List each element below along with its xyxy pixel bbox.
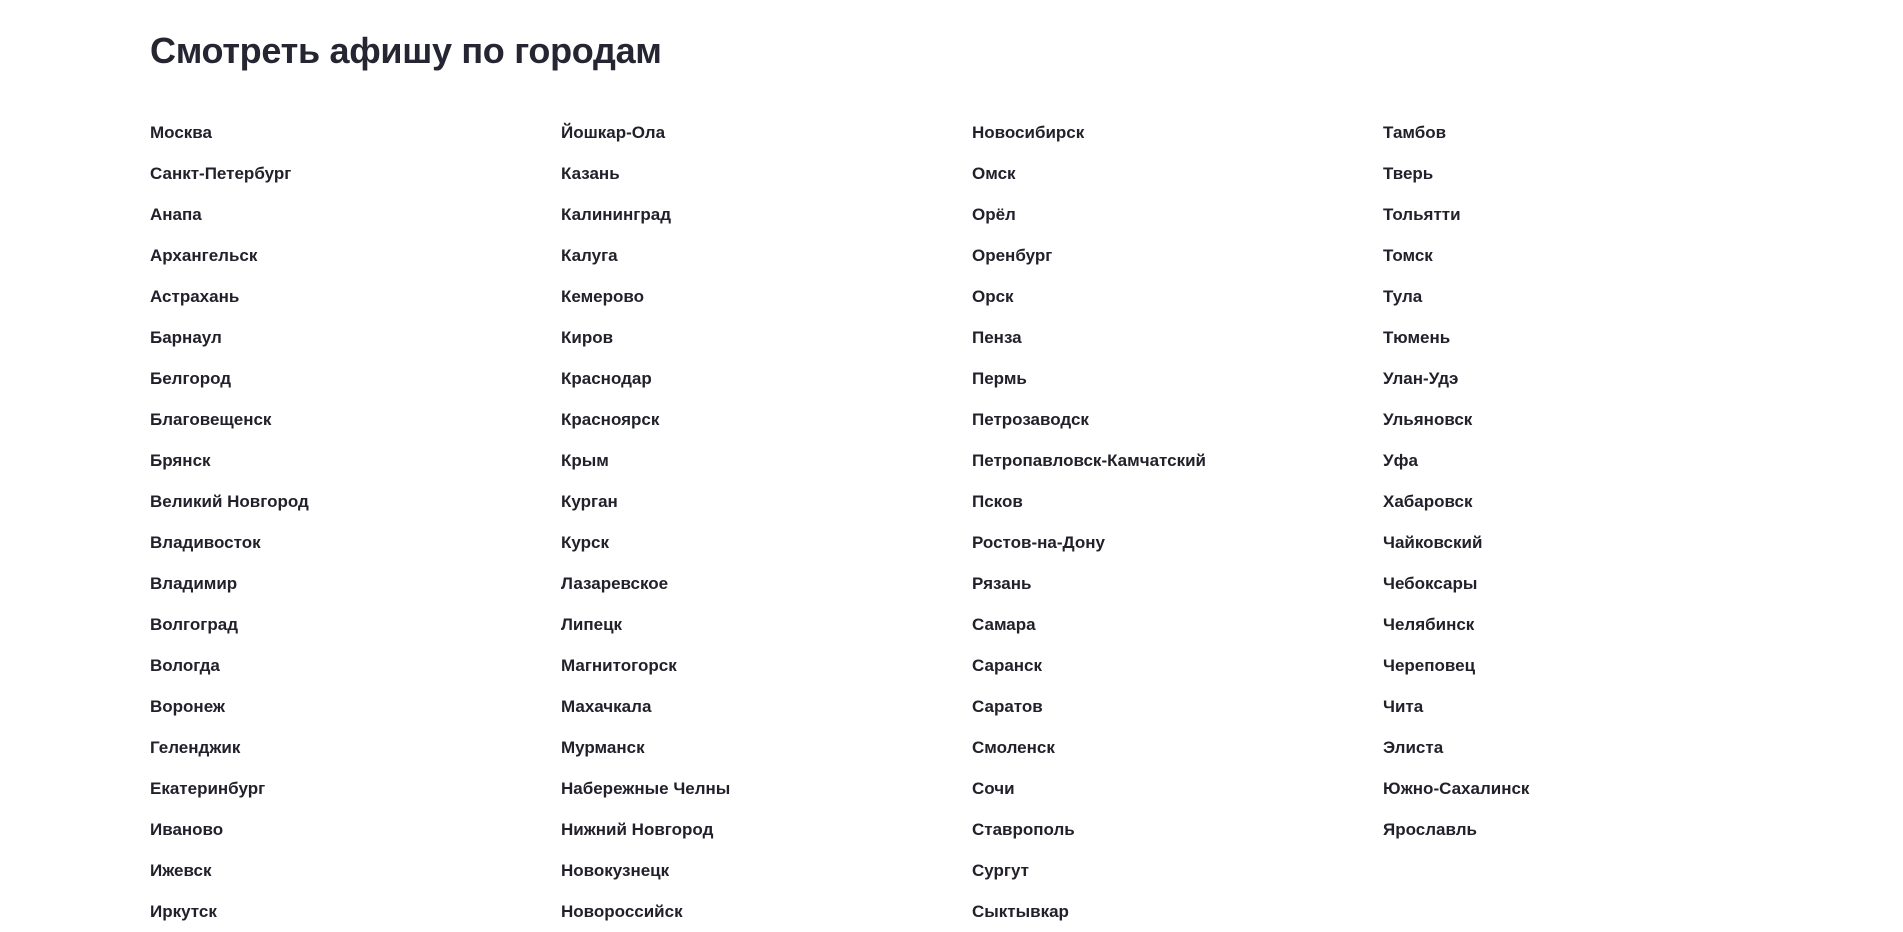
city-link[interactable]: Белгород [150, 369, 232, 388]
city-link[interactable]: Иваново [150, 820, 224, 839]
city-link[interactable]: Казань [561, 164, 620, 183]
city-link[interactable]: Новокузнецк [561, 861, 670, 880]
city-link[interactable]: Ставрополь [972, 820, 1075, 839]
city-link[interactable]: Томск [1383, 246, 1433, 265]
city-link[interactable]: Благовещенск [150, 410, 272, 429]
city-link[interactable]: Астрахань [150, 287, 240, 306]
city-link[interactable]: Хабаровск [1383, 492, 1473, 511]
city-link[interactable]: Калуга [561, 246, 618, 265]
city-link[interactable]: Киров [561, 328, 614, 347]
city-link[interactable]: Тула [1383, 287, 1423, 306]
city-link[interactable]: Курск [561, 533, 609, 552]
city-link[interactable]: Махачкала [561, 697, 652, 716]
city-link[interactable]: Сургут [972, 861, 1029, 880]
city-link[interactable]: Ростов-на-Дону [972, 533, 1105, 552]
city-link[interactable]: Великий Новгород [150, 492, 309, 511]
city-link[interactable]: Магнитогорск [561, 656, 677, 675]
city-link[interactable]: Череповец [1383, 656, 1476, 675]
city-link[interactable]: Крым [561, 451, 609, 470]
city-link[interactable]: Псков [972, 492, 1023, 511]
city-link[interactable]: Йошкар-Ола [561, 123, 666, 142]
city-link[interactable]: Самара [972, 615, 1036, 634]
city-link[interactable]: Калининград [561, 205, 671, 224]
city-link[interactable]: Набережные Челны [561, 779, 731, 798]
city-link[interactable]: Ярославль [1383, 820, 1477, 839]
city-link[interactable]: Волгоград [150, 615, 238, 634]
city-link[interactable]: Красноярск [561, 410, 660, 429]
city-link[interactable]: Петропавловск-Камчатский [972, 451, 1207, 470]
city-link[interactable]: Уфа [1383, 451, 1418, 470]
city-column [972, 112, 1383, 932]
city-link[interactable]: Ижевск [150, 861, 212, 880]
city-link[interactable]: Мурманск [561, 738, 645, 757]
city-link[interactable]: Смоленск [972, 738, 1055, 757]
city-link[interactable]: Улан-Удэ [1383, 369, 1459, 388]
page-title: Смотреть афишу по городам [150, 30, 662, 71]
city-link[interactable]: Вологда [150, 656, 220, 675]
city-link[interactable]: Лазаревское [561, 574, 669, 593]
city-link[interactable]: Омск [972, 164, 1016, 183]
city-link[interactable]: Тверь [1383, 164, 1434, 183]
city-link[interactable]: Новосибирск [972, 123, 1085, 142]
city-link[interactable]: Екатеринбург [150, 779, 266, 798]
city-link[interactable]: Липецк [561, 615, 623, 634]
city-link[interactable]: Тамбов [1383, 123, 1447, 142]
city-column [1383, 112, 1794, 932]
city-link[interactable]: Курган [561, 492, 618, 511]
city-link[interactable]: Оренбург [972, 246, 1053, 265]
city-link[interactable]: Нижний Новгород [561, 820, 714, 839]
city-column [150, 112, 561, 932]
city-link[interactable]: Новороссийск [561, 902, 683, 921]
city-link[interactable]: Саранск [972, 656, 1043, 675]
city-link[interactable]: Орск [972, 287, 1014, 306]
city-link[interactable]: Брянск [150, 451, 211, 470]
city-link[interactable]: Саратов [972, 697, 1043, 716]
city-column [561, 112, 972, 932]
city-link[interactable]: Орёл [972, 205, 1016, 224]
city-link[interactable]: Пермь [972, 369, 1027, 388]
city-link[interactable]: Тольятти [1383, 205, 1461, 224]
city-link[interactable]: Петрозаводск [972, 410, 1089, 429]
city-link[interactable]: Архангельск [150, 246, 258, 265]
city-link[interactable]: Южно-Сахалинск [1383, 779, 1530, 798]
city-link[interactable]: Иркутск [150, 902, 217, 921]
city-link[interactable]: Москва [150, 123, 212, 142]
city-link[interactable]: Чайковский [1383, 533, 1483, 552]
city-link[interactable]: Элиста [1383, 738, 1444, 757]
city-link[interactable]: Кемерово [561, 287, 645, 306]
city-link[interactable]: Геленджик [150, 738, 241, 757]
city-link[interactable]: Сыктывкар [972, 902, 1069, 921]
city-link[interactable]: Рязань [972, 574, 1032, 593]
city-link[interactable]: Пенза [972, 328, 1022, 347]
city-link[interactable]: Челябинск [1383, 615, 1475, 634]
city-link[interactable]: Барнаул [150, 328, 222, 347]
city-link[interactable]: Анапа [150, 205, 202, 224]
city-link[interactable]: Санкт-Петербург [150, 164, 292, 183]
city-link[interactable]: Сочи [972, 779, 1015, 798]
city-link[interactable]: Краснодар [561, 369, 652, 388]
city-link[interactable]: Ульяновск [1383, 410, 1473, 429]
city-link[interactable]: Владимир [150, 574, 238, 593]
city-link[interactable]: Воронеж [150, 697, 225, 716]
city-link[interactable]: Тюмень [1383, 328, 1451, 347]
city-link[interactable]: Владивосток [150, 533, 261, 552]
city-list [150, 112, 1794, 932]
city-link[interactable]: Чита [1383, 697, 1424, 716]
city-link[interactable]: Чебоксары [1383, 574, 1478, 593]
